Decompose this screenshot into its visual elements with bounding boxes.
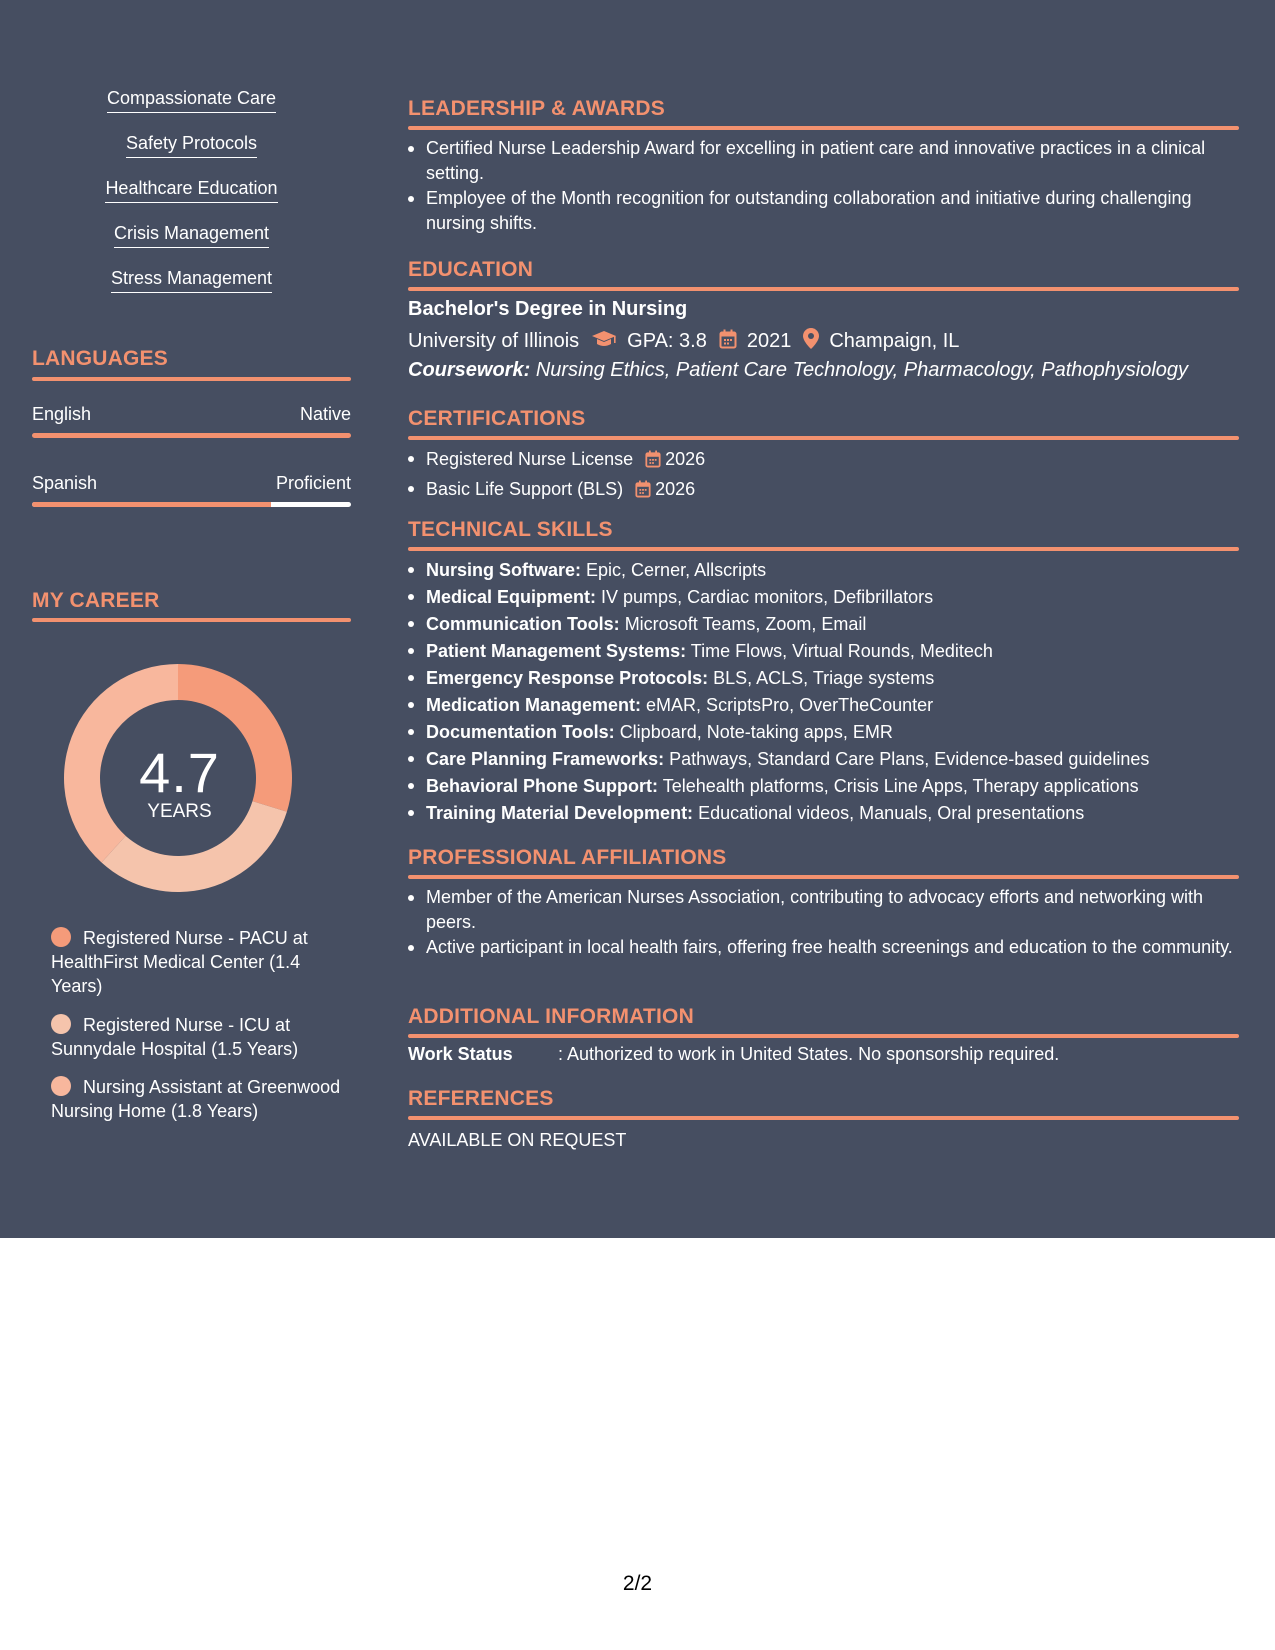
skill-category: Behavioral Phone Support:	[426, 776, 659, 796]
list-item	[408, 800, 1239, 827]
work-status	[408, 1044, 1059, 1065]
affiliations-rule	[408, 875, 1239, 879]
technical-skills-rule	[408, 547, 1239, 551]
work-status-value: : Authorized to work in United States. No sponsorship required.	[558, 1044, 1060, 1064]
skill-values: BLS, ACLS, Triage systems	[713, 668, 935, 688]
languages-rule	[32, 377, 351, 381]
legend-dot	[51, 1076, 71, 1096]
degree-title: Bachelor's Degree in Nursing	[408, 298, 688, 320]
skill-label: Compassionate Care	[107, 88, 276, 113]
leadership-rule	[408, 126, 1239, 130]
list-item	[408, 638, 1239, 665]
graduation-year: 2021	[746, 330, 792, 352]
list-item	[408, 557, 1239, 584]
certifications-list	[408, 446, 1239, 506]
language-row-english	[32, 404, 351, 425]
education-details	[408, 328, 959, 355]
certifications-heading: CERTIFICATIONS	[408, 407, 586, 430]
certifications-rule	[408, 436, 1239, 440]
references-heading: REFERENCES	[408, 1087, 554, 1110]
career-item-label: Registered Nurse - PACU at HealthFirst Medical Center (1.4 Years)	[51, 928, 308, 996]
language-bar-english	[32, 433, 351, 438]
education-rule	[408, 287, 1239, 291]
skill-values: eMAR, ScriptsPro, OverTheCounter	[646, 695, 934, 715]
work-status-label: Work Status	[408, 1044, 513, 1064]
additional-info-rule	[408, 1034, 1239, 1038]
legend-dot	[51, 1014, 71, 1034]
list-item	[408, 446, 1239, 476]
career-heading: MY CAREER	[32, 589, 160, 612]
cert-name: Basic Life Support (BLS)	[426, 479, 624, 499]
coursework	[408, 359, 1188, 382]
cert-name: Registered Nurse License	[426, 449, 634, 469]
list-item	[408, 746, 1239, 773]
skill-link-compassionate-care[interactable]	[32, 88, 351, 113]
languages-heading: LANGUAGES	[32, 347, 168, 370]
cert-year: 2026	[665, 449, 706, 469]
affiliations-list	[408, 885, 1239, 960]
technical-skills-heading: TECHNICAL SKILLS	[408, 518, 613, 541]
language-name: English	[32, 404, 92, 424]
skill-values: Time Flows, Virtual Rounds, Meditech	[690, 641, 993, 661]
gpa: GPA: 3.8	[627, 330, 707, 352]
language-bar-fill	[32, 502, 271, 507]
school-name: University of Illinois	[408, 330, 580, 352]
skill-link-stress-management[interactable]	[32, 268, 351, 293]
career-total-years: 4.7	[139, 741, 220, 804]
list-item: Member of the American Nurses Association, contributing to advocacy efforts and networking with peers.	[408, 885, 1239, 935]
list-item	[408, 476, 1239, 506]
language-level: Native	[299, 404, 351, 424]
career-item-label: Registered Nurse - ICU at Sunnydale Hospital (1.5 Years)	[51, 1015, 299, 1059]
list-item	[408, 584, 1239, 611]
leadership-heading: LEADERSHIP & AWARDS	[408, 97, 665, 120]
skill-category: Training Material Development:	[426, 803, 694, 823]
skill-category: Medical Equipment:	[426, 587, 597, 607]
skill-label: Healthcare Education	[105, 178, 277, 203]
coursework-label: Coursework:	[408, 359, 531, 381]
location-pin-icon	[803, 328, 819, 355]
skill-values: IV pumps, Cardiac monitors, Defibrillators	[601, 587, 934, 607]
skill-label: Crisis Management	[114, 223, 269, 248]
career-years-label: YEARS	[147, 801, 212, 822]
skill-label: Stress Management	[111, 268, 272, 293]
skill-category: Care Planning Frameworks:	[426, 749, 665, 769]
page-number: 2/2	[622, 1572, 653, 1595]
skill-values: Clipboard, Note-taking apps, EMR	[619, 722, 893, 742]
list-item: Active participant in local health fairs, offering free health screenings and education to the community.	[408, 935, 1239, 960]
list-item	[408, 611, 1239, 638]
skill-link-crisis-management[interactable]	[32, 223, 351, 248]
skill-values: Pathways, Standard Care Plans, Evidence-based guidelines	[669, 749, 1150, 769]
skill-values: Microsoft Teams, Zoom, Email	[624, 614, 867, 634]
legend-dot	[51, 927, 71, 947]
list-item	[408, 692, 1239, 719]
language-bar-fill	[32, 433, 351, 438]
language-row-spanish	[32, 473, 351, 494]
skill-category: Documentation Tools:	[426, 722, 615, 742]
education-heading: EDUCATION	[408, 258, 534, 281]
skill-values: Epic, Cerner, Allscripts	[586, 560, 767, 580]
skill-category: Emergency Response Protocols:	[426, 668, 709, 688]
skill-values: Educational videos, Manuals, Oral presentations	[698, 803, 1085, 823]
leadership-list	[408, 136, 1239, 236]
skill-link-healthcare-education[interactable]	[32, 178, 351, 203]
skill-label: Safety Protocols	[126, 133, 257, 158]
skill-category: Communication Tools:	[426, 614, 620, 634]
skill-category: Patient Management Systems:	[426, 641, 687, 661]
technical-skills-list	[408, 557, 1239, 827]
calendar-icon	[635, 479, 651, 506]
graduation-cap-icon	[591, 330, 617, 354]
language-name: Spanish	[32, 473, 98, 493]
affiliations-heading: PROFESSIONAL AFFILIATIONS	[408, 846, 727, 869]
additional-info-heading: ADDITIONAL INFORMATION	[408, 1005, 694, 1028]
career-item	[51, 1075, 341, 1123]
references-text: AVAILABLE ON REQUEST	[408, 1130, 627, 1150]
career-item	[51, 926, 341, 998]
references-rule	[408, 1116, 1239, 1120]
list-item	[408, 665, 1239, 692]
skill-values: Telehealth platforms, Crisis Line Apps, Therapy applications	[662, 776, 1139, 796]
skill-link-safety-protocols[interactable]	[32, 133, 351, 158]
list-item	[408, 719, 1239, 746]
career-item-label: Nursing Assistant at Greenwood Nursing Home (1.8 Years)	[51, 1077, 341, 1121]
calendar-icon	[719, 329, 737, 355]
school-location: Champaign, IL	[829, 330, 960, 352]
language-level: Proficient	[275, 473, 351, 493]
career-item	[51, 1013, 341, 1061]
language-bar-spanish	[32, 502, 351, 507]
calendar-icon	[645, 449, 661, 476]
list-item	[408, 773, 1239, 800]
coursework-list: Nursing Ethics, Patient Care Technology, Pharmacology, Pathophysiology	[535, 359, 1189, 381]
list-item: Certified Nurse Leadership Award for excelling in patient care and innovative practices in a clinical setting.	[408, 136, 1239, 186]
list-item: Employee of the Month recognition for outstanding collaboration and initiative during challenging nursing shifts.	[408, 186, 1239, 236]
cert-year: 2026	[655, 479, 696, 499]
career-rule	[32, 618, 351, 622]
skill-category: Medication Management:	[426, 695, 642, 715]
skill-category: Nursing Software:	[426, 560, 582, 580]
